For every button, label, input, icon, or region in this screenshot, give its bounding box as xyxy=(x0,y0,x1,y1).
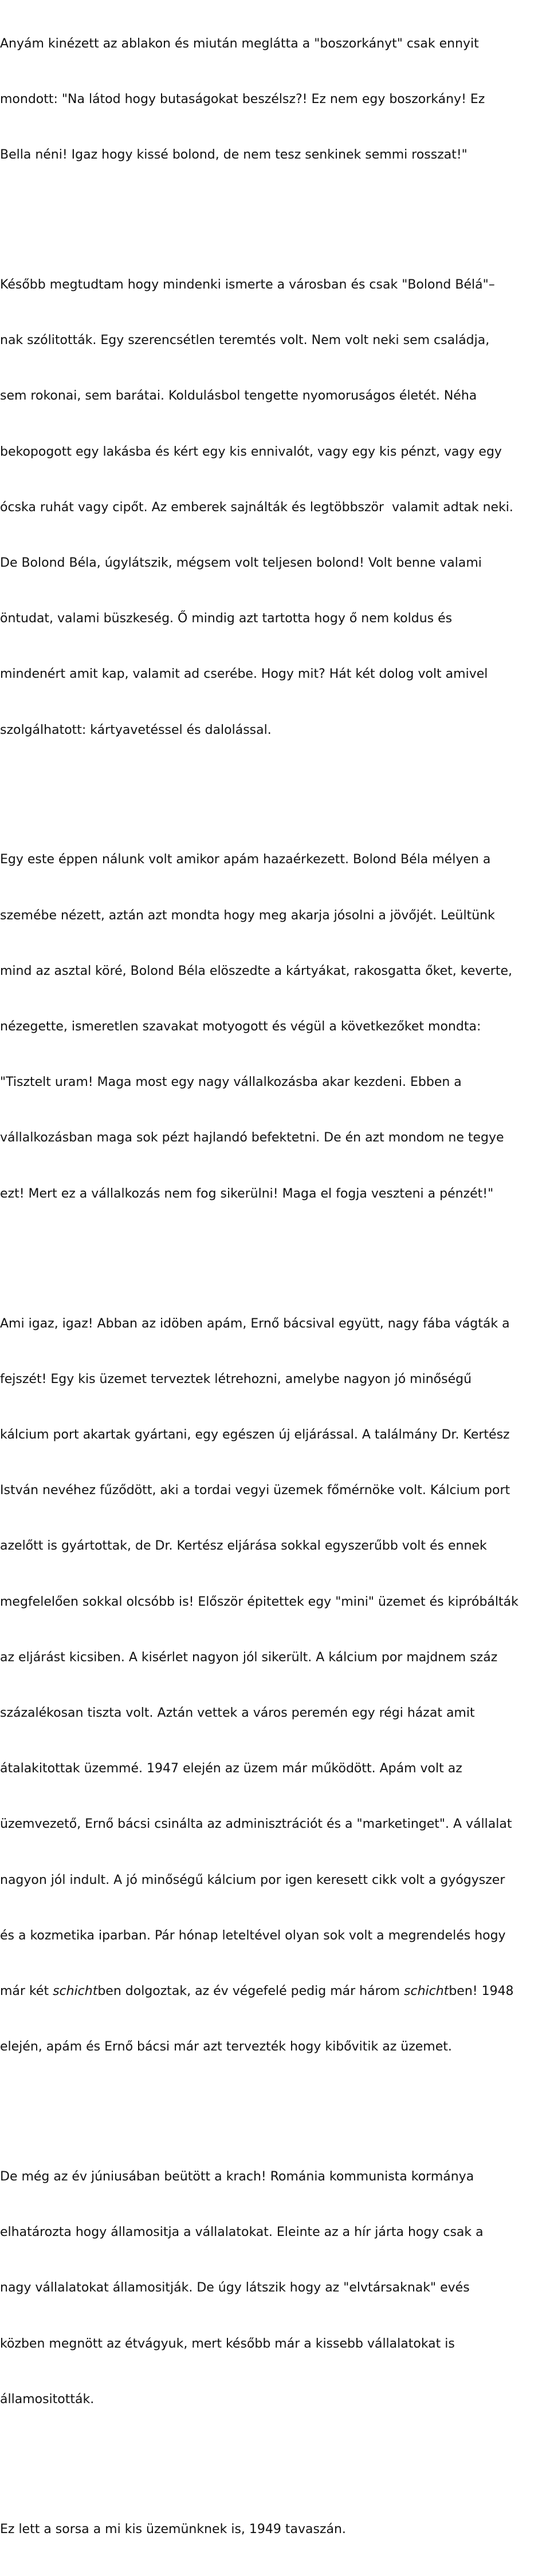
paragraph-gap xyxy=(0,777,518,795)
text-line: nézegette, ismeretlen szavakat motyogott és végül a következőket mondta: xyxy=(0,1020,481,1034)
paragraph-gap xyxy=(0,2093,518,2112)
text-line: kálcium port akartak gyártani, egy egészen új eljárással. A találmány Dr. Kertész xyxy=(0,1427,510,1442)
text-line: üzemvezető, Ernő bácsi csinálta az adminisztrációt és a "marketinget". A vállalat xyxy=(0,1817,512,1832)
text-line: megfelelően sokkal olcsóbb is! Először épitettek egy "mini" üzemet és kipróbálták xyxy=(0,1594,518,1609)
text-line: ócska ruhát vagy cipőt. Az emberek sajnálták és legtöbbször valamit adtak neki. xyxy=(0,500,513,515)
text-line: átalakitottak üzemmé. 1947 elején az üzem már működött. Apám volt az xyxy=(0,1761,462,1776)
text-line: államositották. xyxy=(0,2392,95,2407)
text-line: öntudat, valami büszkeség. Ő mindig azt tartotta hogy ő nem koldus és xyxy=(0,611,453,626)
text-line: bekopogott egy lakásba és kért egy kis ennivalót, vagy egy kis pénzt, vagy egy xyxy=(0,444,502,459)
text-line: Ez lett a sorsa a mi kis üzemünknek is, 1949 tavaszán. xyxy=(0,2522,346,2537)
text-line: elején, apám és Ernő bácsi már azt tervezték hogy kibővitik az üzemet. xyxy=(0,2040,452,2055)
paragraph-gap xyxy=(0,202,518,220)
text-line: István nevéhez fűződött, aki a tordai vegyi üzemek főmérnöke volt. Kálcium port xyxy=(0,1483,510,1498)
text-line: azelőtt is gyártottak, de Dr. Kertész eljárása sokkal egyszerűbb volt és ennek xyxy=(0,1539,487,1554)
text-line: Később megtudtam hogy mindenki ismerte a városban és csak "Bolond Bélá"– xyxy=(0,278,495,293)
text-line: már két schichtben dolgoztak, az év végefelé pedig már három schichtben! 1948 xyxy=(0,1984,514,1998)
text-line: nak szólitották. Egy szerencsétlen teremtés volt. Nem volt neki sem családja, xyxy=(0,333,490,348)
text-line: vállalkozásban maga sok pézt hajlandó befektetni. De én azt mondom ne tegye xyxy=(0,1131,504,1145)
text-line: mind az asztal köré, Bolond Béla elöszedte a kártyákat, rakosgatta őket, keverte, xyxy=(0,963,512,978)
text-line: Bella néni! Igaz hogy kissé bolond, de nem tesz senkinek semmi rosszat!" xyxy=(0,148,467,163)
text-line: nagy vállalatokat államositják. De úgy látszik hogy az "elvtársaknak" evés xyxy=(0,2281,470,2296)
text-line: szolgálhatott: kártyavetéssel és dalolással. xyxy=(0,722,272,737)
text-line: közben megnött az étvágyuk, mert később már a kissebb vállalatokat is xyxy=(0,2336,455,2351)
text-line: elhatározta hogy államositja a vállalatokat. Eleinte az a hír járta hogy csak a xyxy=(0,2225,484,2240)
text-line: sem rokonai, sem barátai. Koldulásbol tengette nyomoruságos életét. Néha xyxy=(0,389,477,404)
paragraph-gap xyxy=(0,1240,518,1259)
text-line: fejszét! Egy kis üzemet terveztek létrehozni, amelybe nagyon jó minőségű xyxy=(0,1372,472,1386)
text-line: De Bolond Béla, úgylátszik, mégsem volt teljesen bolond! Volt benne valami xyxy=(0,556,482,571)
text-line: nagyon jól indult. A jó minőségű kálcium por igen keresett cikk volt a gyógyszer xyxy=(0,1872,505,1887)
text-line: az eljárást kicsiben. A kisérlet nagyon jól sikerült. A kálcium por majdnem száz xyxy=(0,1650,498,1665)
text-line: Egy este éppen nálunk volt amikor apám hazaérkezett. Bolond Béla mélyen a xyxy=(0,852,491,867)
text-line: szemébe nézett, aztán azt mondta hogy meg akarja jósolni a jövőjét. Leültünk xyxy=(0,908,495,923)
text-line: De még az év júniusában beütött a krach! Románia kommunista kormánya xyxy=(0,2169,474,2184)
text-line: és a kozmetika iparban. Pár hónap leteltével olyan sok volt a megrendelés hogy xyxy=(0,1928,506,1943)
paragraph-gap xyxy=(0,2446,518,2464)
text-line: "Tisztelt uram! Maga most egy nagy vállalkozásba akar kezdeni. Ebben a xyxy=(0,1075,462,1090)
text-line: százalékosan tiszta volt. Aztán vettek a város peremén egy régi házat amit xyxy=(0,1705,475,1720)
text-line: Ami igaz, igaz! Abban az idöben apám, Ernő bácsival együtt, nagy fába vágták a xyxy=(0,1316,510,1331)
text-line: mondott: "Na látod hogy butaságokat beszélsz?! Ez nem egy boszorkány! Ez xyxy=(0,92,485,107)
text-line: ezt! Mert ez a vállalkozás nem fog sikerülni! Maga el fogja veszteni a pénzét!" xyxy=(0,1186,494,1201)
text-line: Anyám kinézett az ablakon és miután meglátta a "boszorkányt" csak ennyit xyxy=(0,36,479,51)
text-line: mindenért amit kap, valamit ad cserébe. Hogy mit? Hát két dolog volt amivel xyxy=(0,667,488,682)
